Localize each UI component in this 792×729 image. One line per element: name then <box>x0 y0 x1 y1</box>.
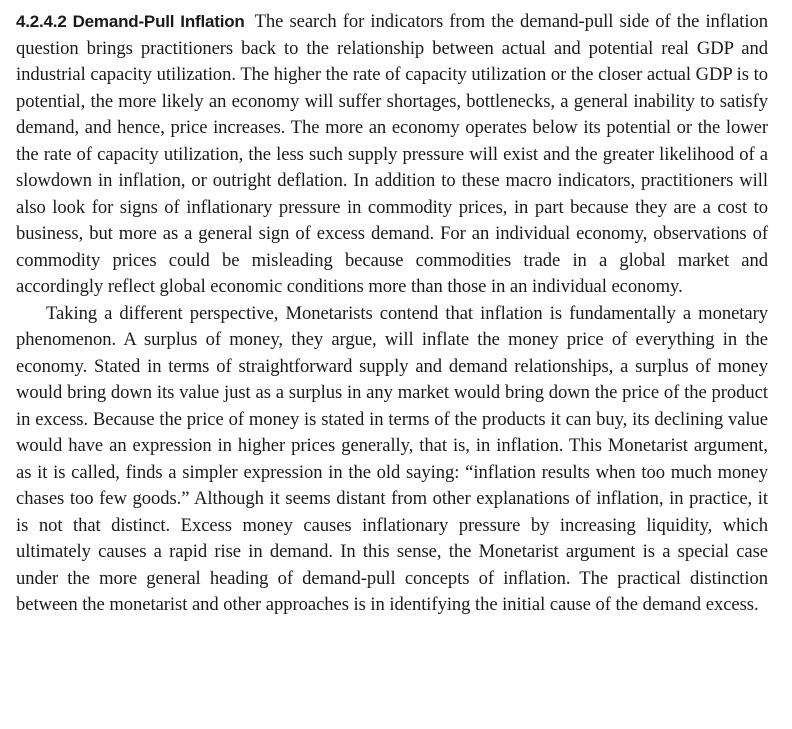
section-number: 4.2.4.2 <box>16 12 67 31</box>
paragraph-2-text: Taking a different perspective, Monetarists contend that inflation is fundamentally a monetary phenomenon. A surplus of money, they argue, will inflate the money price of everything in the economy. Stated in terms of straightforward supply and demand relationships, a surplus of money would bring down its value just as a surplus in any market would bring down the price of the product in excess. Because the price of money is stated in terms of the products it can buy, its declining value would have an expression in higher prices generally, that is, in inflation. This Monetarist argument, as it is called, finds a simpler expression in the old saying: “inflation results when too much money chases too few goods.” Although it seems distant from other explanations of inflation, in practice, it is not that distinct. Excess money causes inflationary pressure by increasing liquidity, which ultimately causes a rapid rise in demand. In this sense, the Monetarist argument is a special case under the more general heading of demand-pull concepts of inflation. The practical distinction between the monetarist and other approaches is in identifying the initial cause of the demand excess. <box>16 302 768 615</box>
section-heading <box>16 12 245 31</box>
section-title: Demand-Pull Inflation <box>72 12 245 31</box>
paragraph-2 <box>16 301 768 619</box>
paragraph-1-text: The search for indicators from the demand-pull side of the inflation question brings practitioners back to the relationship between actual and potential real GDP and industrial capacity utilization. The higher the rate of capacity utilization or the closer actual GDP is to potential, the more likely an economy will suffer shortages, bottlenecks, a general inability to satisfy demand, and hence, price increases. The more an economy operates below its potential or the lower the rate of capacity utilization, the less such supply pressure will exist and the greater likelihood of a slowdown in inflation, or outright deflation. In addition to these macro indicators, practitioners will also look for signs of inflationary pressure in commodity prices, in part because they are a cost to business, but more as a general sign of excess demand. For an individual economy, observations of commodity prices could be misleading because commodities trade in a global market and accordingly reflect global economic conditions more than those in an individual economy. <box>16 11 768 297</box>
document-page <box>16 9 768 619</box>
paragraph-1 <box>16 9 768 301</box>
